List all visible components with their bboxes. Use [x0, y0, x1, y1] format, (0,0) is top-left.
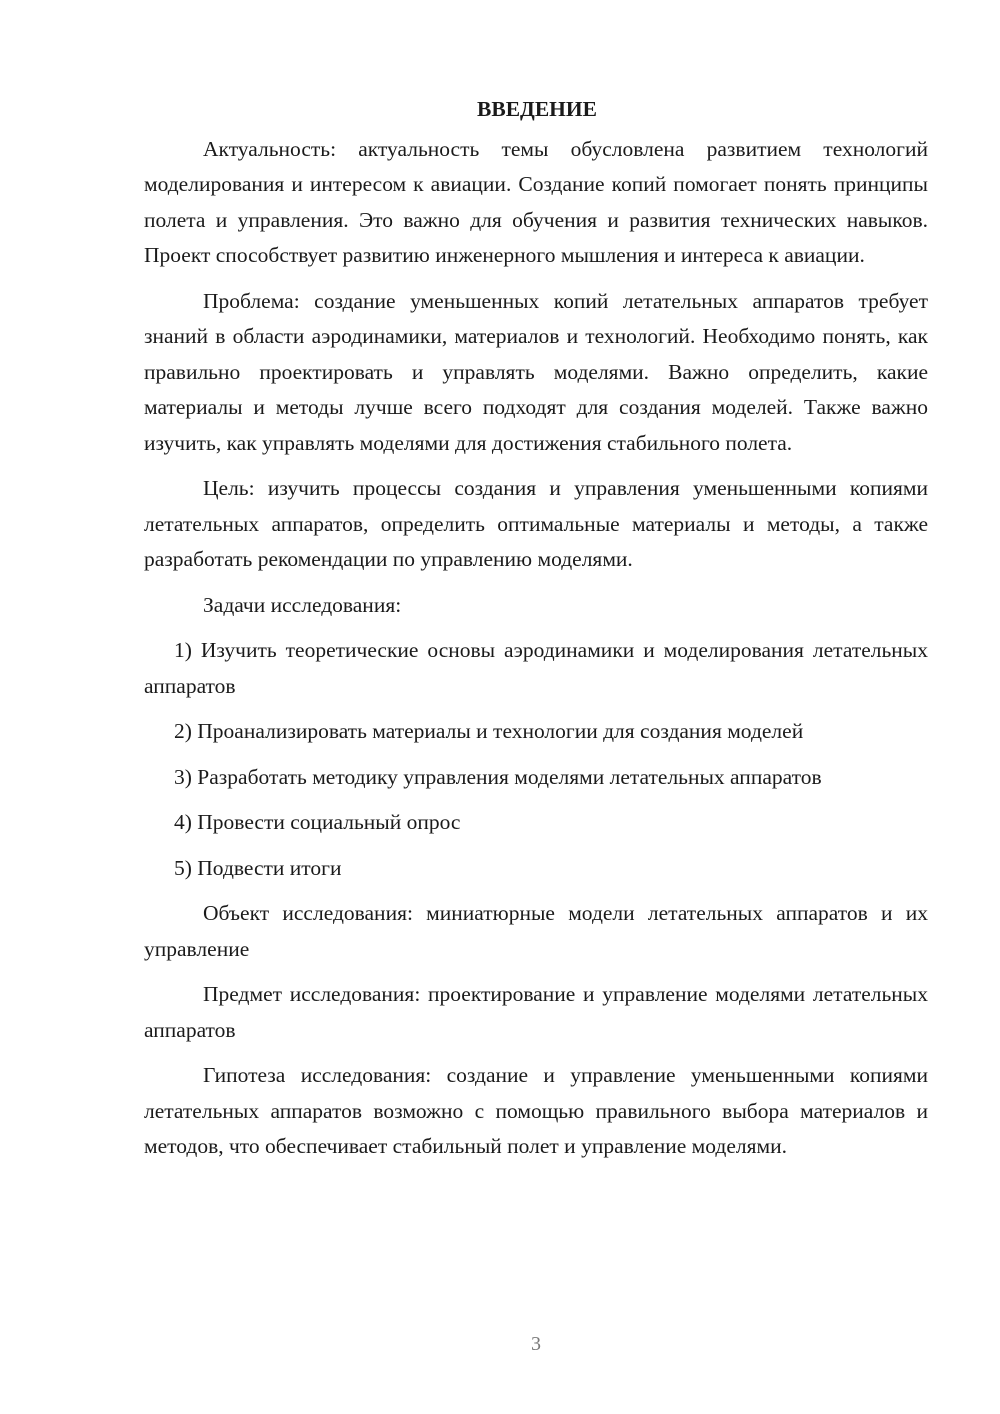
paragraph-relevance: Актуальность: актуальность темы обусловлена развитием технологий моделирования и интересом к авиации. Создание копий помогает понять принципы полета и управления. Это важно для обучения и развития технических навыков. Проект способствует развитию инженерного мышления и интереса к авиации. — [144, 136, 928, 267]
paragraph-subject: Предмет исследования: проектирование и управление моделями летательных аппаратов — [144, 982, 928, 1042]
task-item-4: 4) Провести социальный опрос — [174, 810, 461, 834]
paragraph-problem: Проблема: создание уменьшенных копий летательных аппаратов требует знаний в области аэродинамики, материалов и технологий. Необходимо понять, как правильно проектировать и управлять моделями. Важно определить, какие материалы и методы лучше всего подходят для создания моделей. Также важно изучить, как управлять моделями для достижения стабильного полета. — [144, 288, 928, 455]
paragraph-hypothesis: Гипотеза исследования: создание и управление уменьшенными копиями летательных аппаратов возможно с помощью правильного выбора материалов и методов, что обеспечивает стабильный полет и управление моделями. — [144, 1063, 928, 1158]
paragraph-object: Объект исследования: миниатюрные модели летательных аппаратов и их управление — [144, 901, 928, 961]
task-item-2: 2) Проанализировать материалы и технологии для создания моделей — [174, 719, 804, 743]
paragraph-goal: Цель: изучить процессы создания и управления уменьшенными копиями летательных аппаратов, определить оптимальные материалы и методы, а также разработать рекомендации по управлению моделями. — [144, 476, 928, 571]
page-title: ВВЕДЕНИЕ — [477, 97, 597, 121]
tasks-heading: Задачи исследования: — [203, 592, 402, 617]
task-item-5: 5) Подвести итоги — [174, 855, 342, 880]
task-item-3: 3) Разработать методику управления моделями летательных аппаратов — [174, 764, 822, 789]
task-item-1: 1) Изучить теоретические основы аэродинамики и моделирования летательных аппаратов — [144, 638, 928, 698]
page-content — [144, 92, 928, 1175]
page-number: 3 — [531, 1333, 541, 1355]
